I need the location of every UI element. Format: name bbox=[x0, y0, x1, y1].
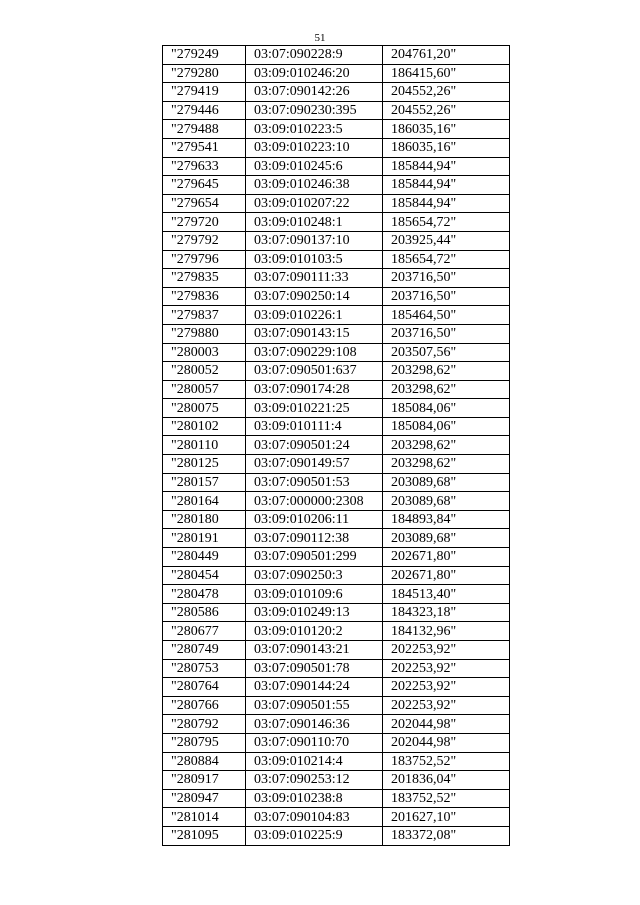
cadastral-number-cell: 03:09:010109:6 bbox=[246, 585, 383, 604]
cadastral-number-cell: 03:07:090501:78 bbox=[246, 659, 383, 678]
record-id-cell: "280753 bbox=[163, 659, 246, 678]
record-id-cell: "280057 bbox=[163, 380, 246, 399]
amount-cell: 204552,26" bbox=[383, 83, 510, 102]
amount-cell: 185464,50" bbox=[383, 306, 510, 325]
record-id-cell: "279249 bbox=[163, 46, 246, 65]
table-row bbox=[163, 213, 510, 232]
cadastral-number-cell: 03:07:090144:24 bbox=[246, 678, 383, 697]
record-id-cell: "279446 bbox=[163, 101, 246, 120]
amount-cell: 203089,68" bbox=[383, 473, 510, 492]
table-row bbox=[163, 64, 510, 83]
table-row bbox=[163, 529, 510, 548]
cadastral-number-cell: 03:09:010111:4 bbox=[246, 417, 383, 436]
record-id-cell: "280454 bbox=[163, 566, 246, 585]
table-row bbox=[163, 138, 510, 157]
table-row bbox=[163, 436, 510, 455]
table-row bbox=[163, 510, 510, 529]
amount-cell: 185844,94" bbox=[383, 157, 510, 176]
record-id-cell: "280164 bbox=[163, 492, 246, 511]
amount-cell: 202253,92" bbox=[383, 641, 510, 660]
record-id-cell: "279837 bbox=[163, 306, 246, 325]
record-id-cell: "279419 bbox=[163, 83, 246, 102]
table-row bbox=[163, 399, 510, 418]
amount-cell: 185084,06" bbox=[383, 399, 510, 418]
record-id-cell: "280052 bbox=[163, 362, 246, 381]
record-id-cell: "280764 bbox=[163, 678, 246, 697]
record-id-cell: "280749 bbox=[163, 641, 246, 660]
amount-cell: 202253,92" bbox=[383, 696, 510, 715]
table-row bbox=[163, 678, 510, 697]
table-row bbox=[163, 715, 510, 734]
record-id-cell: "279796 bbox=[163, 250, 246, 269]
cadastral-number-cell: 03:07:090501:637 bbox=[246, 362, 383, 381]
record-id-cell: "279720 bbox=[163, 213, 246, 232]
table-row bbox=[163, 789, 510, 808]
table-row bbox=[163, 83, 510, 102]
cadastral-number-cell: 03:07:090146:36 bbox=[246, 715, 383, 734]
cadastral-number-cell: 03:07:090229:108 bbox=[246, 343, 383, 362]
record-id-cell: "280180 bbox=[163, 510, 246, 529]
cadastral-number-cell: 03:07:090250:14 bbox=[246, 287, 383, 306]
cadastral-number-cell: 03:07:090501:55 bbox=[246, 696, 383, 715]
table-row bbox=[163, 269, 510, 288]
cadastral-number-cell: 03:09:010238:8 bbox=[246, 789, 383, 808]
amount-cell: 203716,50" bbox=[383, 324, 510, 343]
record-id-cell: "279541 bbox=[163, 138, 246, 157]
amount-cell: 184323,18" bbox=[383, 603, 510, 622]
record-id-cell: "280586 bbox=[163, 603, 246, 622]
record-id-cell: "279836 bbox=[163, 287, 246, 306]
cadastral-number-cell: 03:07:090174:28 bbox=[246, 380, 383, 399]
cadastral-number-cell: 03:09:010249:13 bbox=[246, 603, 383, 622]
table-row bbox=[163, 622, 510, 641]
table-row bbox=[163, 287, 510, 306]
amount-cell: 185084,06" bbox=[383, 417, 510, 436]
record-id-cell: "279880 bbox=[163, 324, 246, 343]
amount-cell: 203298,62" bbox=[383, 455, 510, 474]
table-row bbox=[163, 176, 510, 195]
table-row bbox=[163, 603, 510, 622]
table-row bbox=[163, 194, 510, 213]
cadastral-number-cell: 03:07:090253:12 bbox=[246, 771, 383, 790]
cadastral-number-cell: 03:07:090137:10 bbox=[246, 231, 383, 250]
amount-cell: 183752,52" bbox=[383, 789, 510, 808]
record-id-cell: "280075 bbox=[163, 399, 246, 418]
amount-cell: 202671,80" bbox=[383, 548, 510, 567]
table-row bbox=[163, 641, 510, 660]
amount-cell: 201627,10" bbox=[383, 808, 510, 827]
cadastral-number-cell: 03:07:090230:395 bbox=[246, 101, 383, 120]
cadastral-number-cell: 03:09:010245:6 bbox=[246, 157, 383, 176]
cadastral-number-cell: 03:09:010207:22 bbox=[246, 194, 383, 213]
table-row bbox=[163, 46, 510, 65]
record-id-cell: "279633 bbox=[163, 157, 246, 176]
record-id-cell: "279835 bbox=[163, 269, 246, 288]
amount-cell: 185654,72" bbox=[383, 213, 510, 232]
amount-cell: 203716,50" bbox=[383, 269, 510, 288]
table-row bbox=[163, 733, 510, 752]
table-row bbox=[163, 455, 510, 474]
cadastral-number-cell: 03:07:090143:15 bbox=[246, 324, 383, 343]
amount-cell: 203089,68" bbox=[383, 529, 510, 548]
table-row bbox=[163, 826, 510, 845]
record-id-cell: "280191 bbox=[163, 529, 246, 548]
amount-cell: 184513,40" bbox=[383, 585, 510, 604]
table-row bbox=[163, 696, 510, 715]
amount-cell: 203925,44" bbox=[383, 231, 510, 250]
amount-cell: 186035,16" bbox=[383, 138, 510, 157]
table-row bbox=[163, 324, 510, 343]
record-id-cell: "279645 bbox=[163, 176, 246, 195]
amount-cell: 185844,94" bbox=[383, 194, 510, 213]
table-row bbox=[163, 417, 510, 436]
record-id-cell: "279280 bbox=[163, 64, 246, 83]
table-row bbox=[163, 808, 510, 827]
cadastral-number-cell: 03:07:090501:24 bbox=[246, 436, 383, 455]
record-id-cell: "279792 bbox=[163, 231, 246, 250]
table-row bbox=[163, 157, 510, 176]
record-id-cell: "281014 bbox=[163, 808, 246, 827]
amount-cell: 203298,62" bbox=[383, 436, 510, 455]
record-id-cell: "280766 bbox=[163, 696, 246, 715]
table-row bbox=[163, 659, 510, 678]
table-row bbox=[163, 752, 510, 771]
cadastral-number-cell: 03:09:010214:4 bbox=[246, 752, 383, 771]
amount-cell: 203716,50" bbox=[383, 287, 510, 306]
cadastral-number-cell: 03:07:090112:38 bbox=[246, 529, 383, 548]
cadastral-number-cell: 03:09:010248:1 bbox=[246, 213, 383, 232]
cadastral-number-cell: 03:09:010221:25 bbox=[246, 399, 383, 418]
table-body bbox=[163, 46, 510, 846]
cadastral-number-cell: 03:09:010246:20 bbox=[246, 64, 383, 83]
table-row bbox=[163, 231, 510, 250]
record-id-cell: "280677 bbox=[163, 622, 246, 641]
cadastral-number-cell: 03:07:090250:3 bbox=[246, 566, 383, 585]
table-row bbox=[163, 473, 510, 492]
cadastral-number-cell: 03:07:090228:9 bbox=[246, 46, 383, 65]
record-id-cell: "280003 bbox=[163, 343, 246, 362]
record-id-cell: "280917 bbox=[163, 771, 246, 790]
record-id-cell: "279654 bbox=[163, 194, 246, 213]
amount-cell: 202253,92" bbox=[383, 678, 510, 697]
record-id-cell: "279488 bbox=[163, 120, 246, 139]
cadastral-number-cell: 03:09:010225:9 bbox=[246, 826, 383, 845]
record-id-cell: "280125 bbox=[163, 455, 246, 474]
record-id-cell: "280795 bbox=[163, 733, 246, 752]
cadastral-number-cell: 03:09:010103:5 bbox=[246, 250, 383, 269]
cadastral-number-cell: 03:07:000000:2308 bbox=[246, 492, 383, 511]
amount-cell: 202044,98" bbox=[383, 733, 510, 752]
table-row bbox=[163, 362, 510, 381]
cadastral-number-cell: 03:09:010226:1 bbox=[246, 306, 383, 325]
amount-cell: 183752,52" bbox=[383, 752, 510, 771]
record-id-cell: "280110 bbox=[163, 436, 246, 455]
amount-cell: 201836,04" bbox=[383, 771, 510, 790]
cadastral-number-cell: 03:07:090501:53 bbox=[246, 473, 383, 492]
cadastral-number-cell: 03:07:090110:70 bbox=[246, 733, 383, 752]
amount-cell: 183372,08" bbox=[383, 826, 510, 845]
record-id-cell: "281095 bbox=[163, 826, 246, 845]
record-id-cell: "280157 bbox=[163, 473, 246, 492]
amount-cell: 186415,60" bbox=[383, 64, 510, 83]
cadastral-number-cell: 03:07:090149:57 bbox=[246, 455, 383, 474]
amount-cell: 203507,56" bbox=[383, 343, 510, 362]
amount-cell: 202044,98" bbox=[383, 715, 510, 734]
cadastral-number-cell: 03:07:090501:299 bbox=[246, 548, 383, 567]
table-row bbox=[163, 380, 510, 399]
table-row bbox=[163, 492, 510, 511]
cadastral-number-cell: 03:07:090143:21 bbox=[246, 641, 383, 660]
cadastral-number-cell: 03:09:010246:38 bbox=[246, 176, 383, 195]
table-row bbox=[163, 548, 510, 567]
amount-cell: 202671,80" bbox=[383, 566, 510, 585]
table-row bbox=[163, 120, 510, 139]
record-id-cell: "280884 bbox=[163, 752, 246, 771]
amount-cell: 185654,72" bbox=[383, 250, 510, 269]
table-row bbox=[163, 585, 510, 604]
record-id-cell: "280102 bbox=[163, 417, 246, 436]
table-row bbox=[163, 101, 510, 120]
amount-cell: 203298,62" bbox=[383, 380, 510, 399]
record-id-cell: "280478 bbox=[163, 585, 246, 604]
amount-cell: 184132,96" bbox=[383, 622, 510, 641]
amount-cell: 203089,68" bbox=[383, 492, 510, 511]
data-table bbox=[162, 45, 510, 846]
amount-cell: 186035,16" bbox=[383, 120, 510, 139]
table-row bbox=[163, 771, 510, 790]
table-row bbox=[163, 250, 510, 269]
amount-cell: 202253,92" bbox=[383, 659, 510, 678]
cadastral-number-cell: 03:09:010120:2 bbox=[246, 622, 383, 641]
cadastral-number-cell: 03:07:090104:83 bbox=[246, 808, 383, 827]
amount-cell: 203298,62" bbox=[383, 362, 510, 381]
amount-cell: 204761,20" bbox=[383, 46, 510, 65]
page-number: 51 bbox=[314, 32, 326, 44]
amount-cell: 184893,84" bbox=[383, 510, 510, 529]
record-id-cell: "280792 bbox=[163, 715, 246, 734]
amount-cell: 185844,94" bbox=[383, 176, 510, 195]
record-id-cell: "280947 bbox=[163, 789, 246, 808]
table-row bbox=[163, 343, 510, 362]
cadastral-number-cell: 03:07:090142:26 bbox=[246, 83, 383, 102]
cadastral-number-cell: 03:09:010223:10 bbox=[246, 138, 383, 157]
table-row bbox=[163, 566, 510, 585]
table-row bbox=[163, 306, 510, 325]
cadastral-number-cell: 03:09:010206:11 bbox=[246, 510, 383, 529]
cadastral-number-cell: 03:07:090111:33 bbox=[246, 269, 383, 288]
cadastral-number-cell: 03:09:010223:5 bbox=[246, 120, 383, 139]
amount-cell: 204552,26" bbox=[383, 101, 510, 120]
record-id-cell: "280449 bbox=[163, 548, 246, 567]
